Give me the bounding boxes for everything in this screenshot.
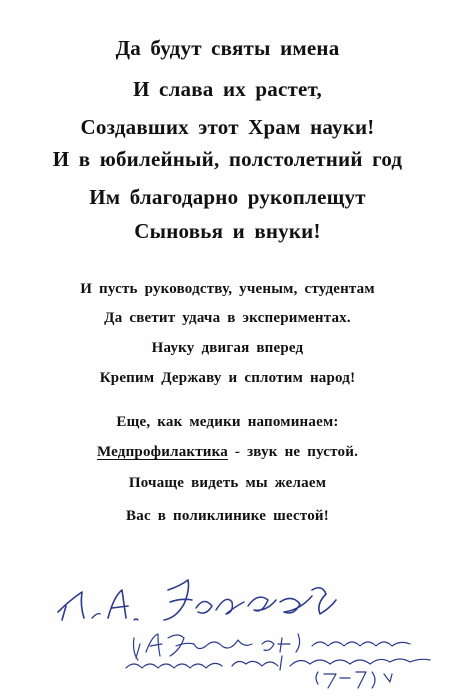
poem-line: Почаще видеть мы желаем (128, 475, 327, 491)
poem-line: И в юбилейный, полстолетний год (52, 147, 403, 171)
signature-handwriting (0, 560, 455, 700)
handwritten-signature (0, 560, 455, 700)
poem-line: Крепим Державу и сплотим народ! (99, 370, 356, 386)
poem-line: Да будут святы имена (115, 36, 340, 60)
poem-line: Вас в поликлинике шестой! (126, 508, 329, 524)
poem-line: И пусть руководству, ученым, студентам (80, 281, 375, 297)
poem-line: Еще, как медики напоминаем: (116, 414, 339, 430)
poem-line (0, 444, 455, 461)
underlined-word: Медпрофилактика (96, 444, 228, 460)
poem-line: Сыновья и внуки! (134, 219, 321, 243)
poem-line: И слава их растет, (133, 77, 322, 101)
poem-line: Им благодарно рукоплещут (89, 185, 366, 209)
poem-line: Науку двигая вперед (151, 340, 304, 356)
poem-line: Создавших этот Храм науки! (80, 115, 375, 139)
poem-line: Да светит удача в экспериментах. (104, 310, 351, 326)
poem-line-rest: - звук не пустой. (227, 444, 359, 460)
